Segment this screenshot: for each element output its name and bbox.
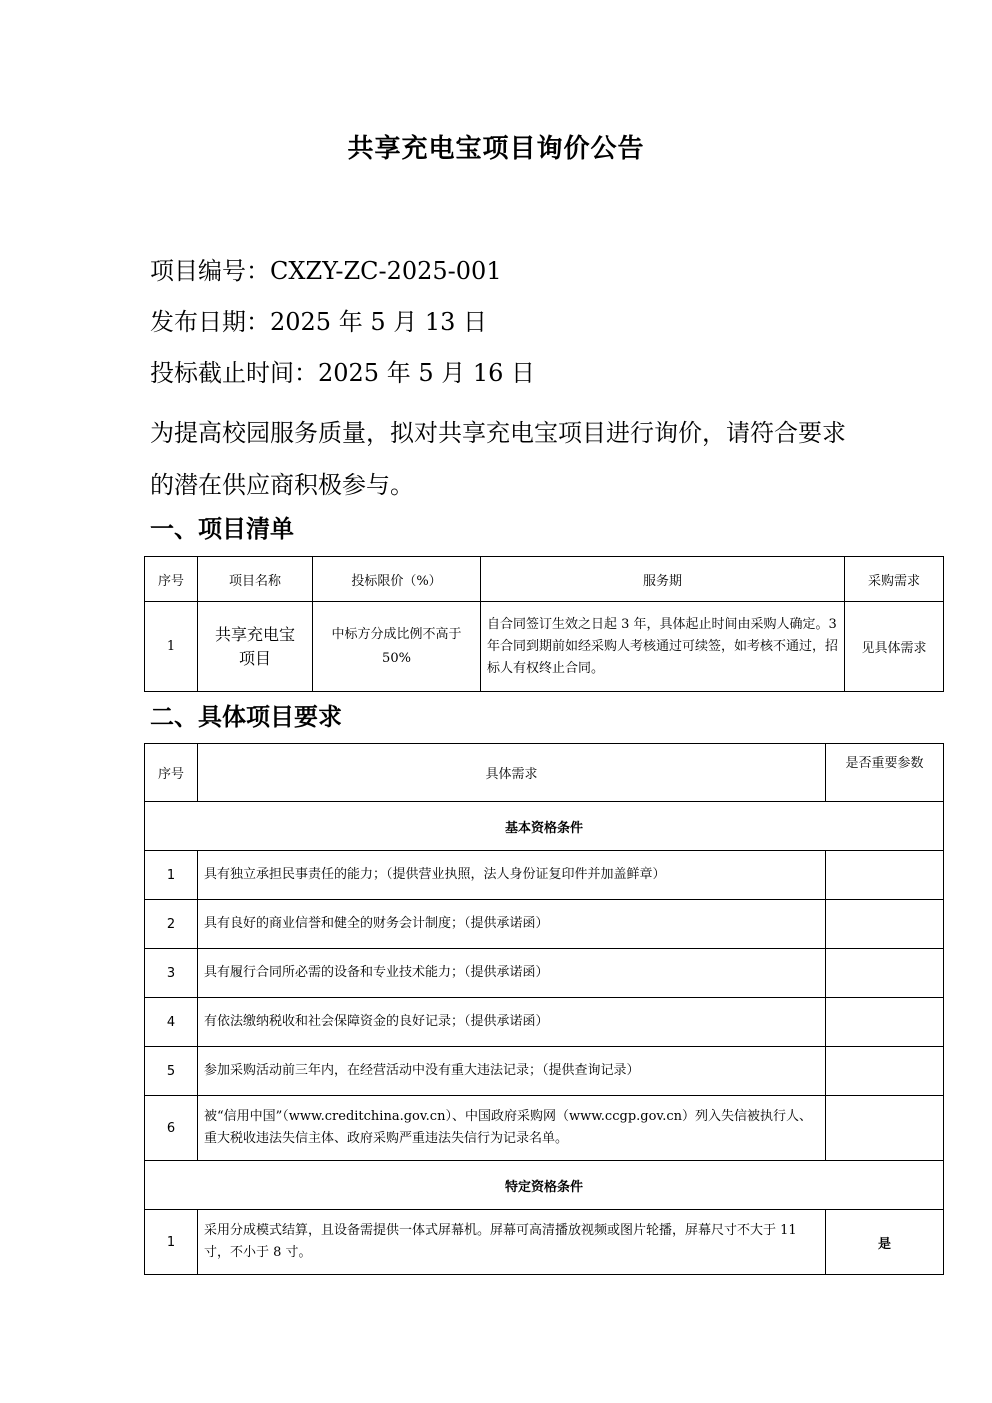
- header-cell: 采购需求: [845, 557, 944, 602]
- key-parameter: [826, 998, 944, 1047]
- requirement-text: 有依法缴纳税收和社会保障资金的良好记录；（提供承诺函）: [198, 998, 826, 1047]
- page-title: 共享充电宝项目询价公告: [347, 134, 645, 164]
- header-cell: 服务期: [481, 557, 845, 602]
- row-number: 2: [145, 900, 198, 949]
- header-cell: 项目名称: [198, 557, 313, 602]
- publish-date: 发布日期：2025 年 5 月 13 日: [150, 308, 488, 336]
- row-number: 4: [145, 998, 198, 1047]
- service-period: 自合同签订生效之日起 3 年，具体起止时间由采购人确定。3 年合同到期前如经采购人考核通过可续签，如考核不通过，招标人有权终止合同。: [481, 602, 845, 692]
- table-row: [145, 1096, 944, 1161]
- requirement-text: 具有独立承担民事责任的能力；（提供营业执照，法人身份证复印件并加盖鲜章）: [198, 851, 826, 900]
- basic-qualification-title: 基本资格条件: [145, 802, 944, 851]
- special-qualification-title: 特定资格条件: [145, 1161, 944, 1210]
- section-heading-project-list: 一、项目清单: [150, 515, 294, 543]
- row-number: 1: [145, 851, 198, 900]
- table-row: [145, 900, 944, 949]
- intro-paragraph: 为提高校园服务质量，拟对共享充电宝项目进行询价，请符合要求的潜在供应商积极参与。: [150, 419, 846, 499]
- requirement-text: 参加采购活动前三年内，在经营活动中没有重大违法记录；（提供查询记录）: [198, 1047, 826, 1096]
- row-number: 6: [145, 1096, 198, 1161]
- bid-limit: 中标方分成比例不高于 50%: [313, 602, 481, 692]
- table-row: [145, 998, 944, 1047]
- requirement-text: 具有履行合同所必需的设备和专业技术能力；（提供承诺函）: [198, 949, 826, 998]
- requirement-text: 采用分成模式结算，且设备需提供一体式屏幕机。屏幕可高清播放视频或图片轮播，屏幕尺寸不大于 11 寸，不小于 8 寸。: [198, 1210, 826, 1275]
- table-header-row: [145, 744, 944, 802]
- project-number: 项目编号：CXZY-ZC-2025-001: [150, 257, 502, 285]
- procurement-demand: 见具体需求: [845, 602, 944, 692]
- key-parameter: 是: [826, 1210, 944, 1275]
- key-parameter: [826, 851, 944, 900]
- table-row: [145, 602, 944, 692]
- project-name: 共享充电宝 项目: [198, 602, 313, 692]
- row-number: 1: [145, 1210, 198, 1275]
- table-row: [145, 1210, 944, 1275]
- header-cell: 具体需求: [198, 744, 826, 802]
- bid-deadline: 投标截止时间：2025 年 5 月 16 日: [150, 359, 536, 387]
- header-cell: 序号: [145, 744, 198, 802]
- subsection-row: [145, 802, 944, 851]
- section-heading-requirements: 二、具体项目要求: [150, 703, 342, 731]
- project-list-table: [144, 556, 944, 692]
- header-cell: 是否重要参数: [826, 744, 944, 802]
- table-row: [145, 1047, 944, 1096]
- table-row: [145, 949, 944, 998]
- row-number: 5: [145, 1047, 198, 1096]
- requirements-table: [144, 743, 944, 1275]
- header-cell: 序号: [145, 557, 198, 602]
- key-parameter: [826, 949, 944, 998]
- row-number: 3: [145, 949, 198, 998]
- subsection-row: [145, 1161, 944, 1210]
- key-parameter: [826, 900, 944, 949]
- key-parameter: [826, 1047, 944, 1096]
- requirement-text: 具有良好的商业信誉和健全的财务会计制度；（提供承诺函）: [198, 900, 826, 949]
- table-row: [145, 851, 944, 900]
- requirement-text: 被“信用中国”（www.creditchina.gov.cn）、中国政府采购网（www.ccgp.gov.cn）列入失信被执行人、重大税收违法失信主体、政府采购严重违法失信行为记录名单。: [198, 1096, 826, 1161]
- key-parameter: [826, 1096, 944, 1161]
- header-cell: 投标限价（%）: [313, 557, 481, 602]
- row-number: 1: [145, 602, 198, 692]
- table-header-row: [145, 557, 944, 602]
